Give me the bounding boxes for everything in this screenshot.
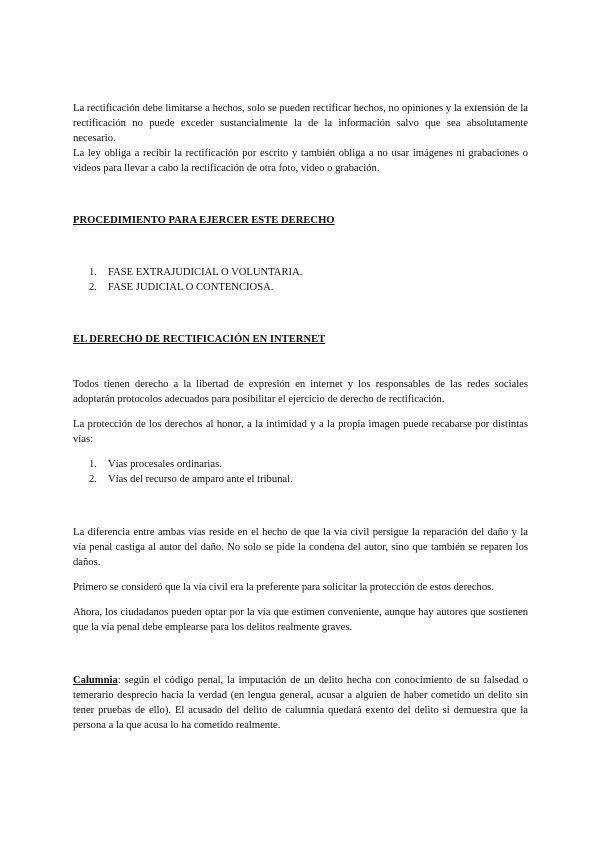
intro-paragraph-1: La rectificación debe limitarse a hechos, solo se pueden rectificar hechos, no opiniones y la extensión de la rectificación no puede exceder sustancialmente la de la información salvo que sea absolutamente necesario. — [73, 103, 528, 144]
internet-paragraph-1: Todos tienen derecho a la libertad de expresión en internet y los responsables de las redes sociales adoptarán protocolos adecuados para posibilitar el ejercicio de derecho de rectificación. — [73, 379, 528, 405]
calumnia-definition: : según el código penal, la imputación de un delito hecha con conocimiento de su falsedad o temerario desprecio hacia la verdad (en lengua general, acusar a alguien de haber cometido un delito sin tener pruebas de ello). El acusado del delito de calumnia quedará exento del delito si demuestra que la persona a la que acusa lo ha cometido realmente. — [73, 675, 528, 731]
intro-paragraph-2: La ley obliga a recibir la rectificación por escrito y también obliga a no usar imágenes ni grabaciones o videos para llevar a cabo la rectificación de otra foto, video o grabación. — [73, 148, 528, 174]
calumnia-term: Calumnia — [73, 675, 118, 686]
internet-paragraph-5: Ahora, los ciudadanos pueden optar por la vía que estimen conveniente, aunque hay autores que sostienen que la vía penal debe emplearse para los delitos realmente graves. — [73, 607, 528, 633]
list-number: 2. — [89, 282, 97, 293]
internet-heading: EL DERECHO DE RECTIFICACIÓN EN INTERNET — [73, 334, 326, 345]
list-item — [73, 280, 528, 295]
list-item — [73, 472, 528, 487]
internet-paragraph-4: Primero se consideró que la vía civil era la preferente para solicitar la protección de estos derechos. — [73, 582, 494, 593]
list-number: 1. — [89, 459, 97, 470]
internet-paragraph-2: La protección de los derechos al honor, a la intimidad y a la propia imagen puede recabarse por distintas vías: — [73, 419, 528, 445]
list-number: 2. — [89, 474, 97, 485]
document-page — [73, 96, 528, 733]
calumnia-paragraph — [73, 673, 528, 733]
list-item-text: Vías del recurso de amparo ante el tribunal. — [108, 474, 293, 485]
list-number: 1. — [89, 267, 97, 278]
list-item-text: Vías procesales ordinarias. — [108, 459, 222, 470]
list-item — [73, 457, 528, 472]
procedure-list — [73, 265, 528, 295]
list-item-text: FASE JUDICIAL O CONTENCIOSA. — [108, 282, 274, 293]
list-item — [73, 265, 528, 280]
procedure-heading: PROCEDIMIENTO PARA EJERCER ESTE DERECHO — [73, 215, 335, 226]
internet-paragraph-3: La diferencia entre ambas vías reside en el hecho de que la vía civil persigue la reparación del daño y la vía penal castiga al autor del daño. No solo se pide la condena del autor, sino que también se reparen los daños. — [73, 527, 528, 568]
vias-list — [73, 457, 528, 487]
list-item-text: FASE EXTRAJUDICIAL O VOLUNTARIA. — [108, 267, 303, 278]
